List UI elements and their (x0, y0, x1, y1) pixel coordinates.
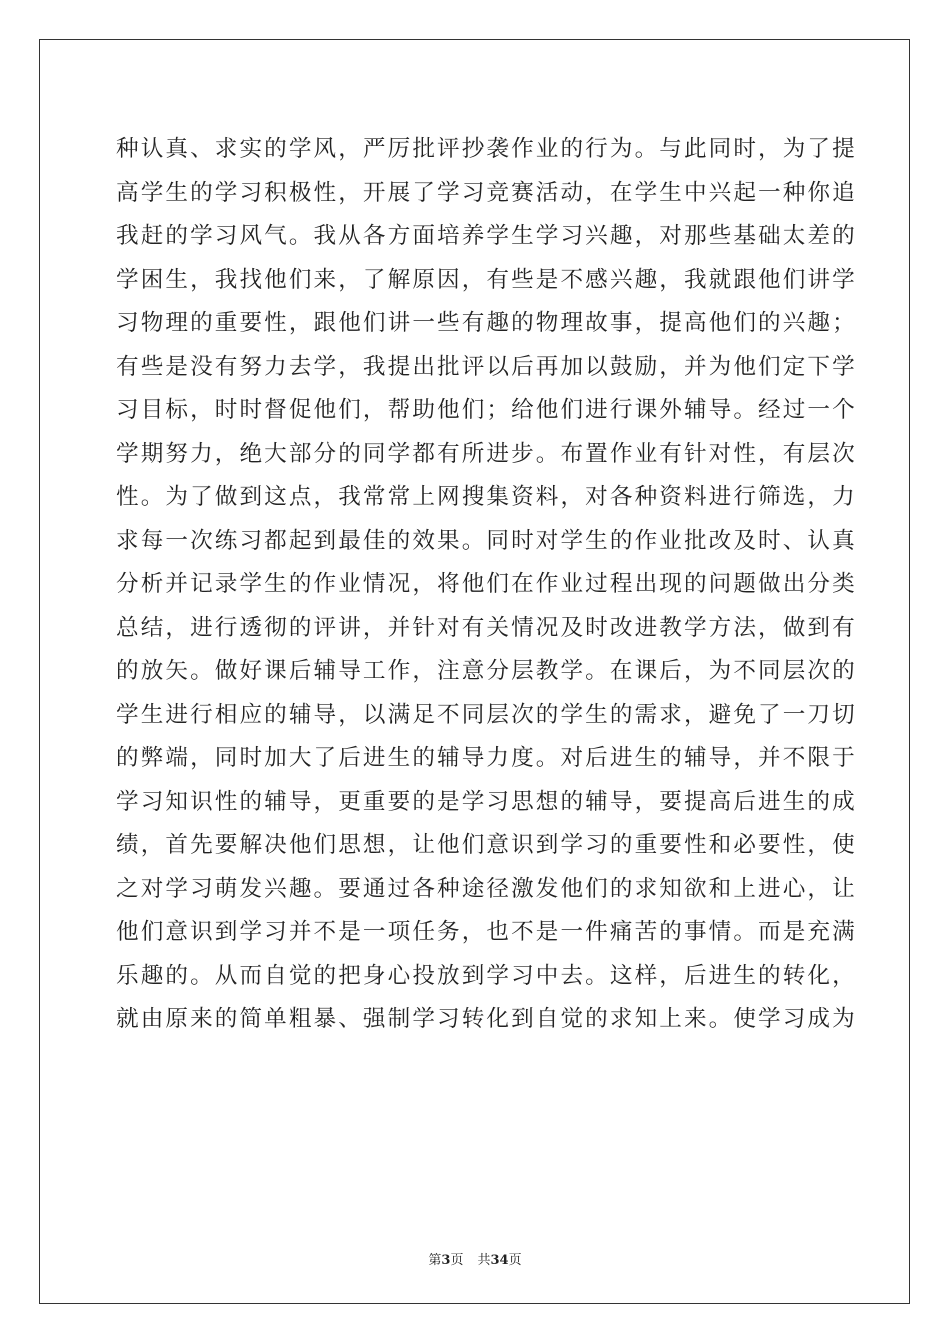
text-line: 习目标，时时督促他们，帮助他们；给他们进行课外辅导。经过一个 (116, 397, 857, 423)
document-body (116, 128, 857, 1042)
text-line: 的放矢。做好课后辅导工作，注意分层教学。在课后，为不同层次的 (116, 658, 857, 684)
text-line: 习物理的重要性，跟他们讲一些有趣的物理故事，提高他们的兴趣； (116, 310, 857, 336)
text-line: 我赶的学习风气。我从各方面培养学生学习兴趣，对那些基础太差的 (116, 223, 857, 249)
text-line: 的弊端，同时加大了后进生的辅导力度。对后进生的辅导，并不限于 (116, 745, 857, 771)
text-line: 学习知识性的辅导，更重要的是学习思想的辅导，要提高后进生的成 (116, 788, 857, 815)
text-line: 绩，首先要解决他们思想，让他们意识到学习的重要性和必要性，使 (116, 832, 857, 858)
text-line: 乐趣的。从而自觉的把身心投放到学习中去。这样，后进生的转化， (116, 962, 857, 989)
page-footer (0, 1249, 950, 1268)
page-number: 3 (441, 1253, 451, 1268)
text-line: 种认真、求实的学风，严厉批评抄袭作业的行为。与此同时，为了提 (116, 136, 857, 162)
text-line: 高学生的学习积极性，开展了学习竞赛活动，在学生中兴起一种你追 (116, 179, 857, 206)
text-line: 学生进行相应的辅导，以满足不同层次的学生的需求，避免了一刀切 (116, 701, 857, 728)
text-line: 学困生，我找他们来，了解原因，有些是不感兴趣，我就跟他们讲学 (116, 266, 857, 293)
text-line: 就由原来的简单粗暴、强制学习转化到自觉的求知上来。使学习成为 (116, 1006, 857, 1032)
text-line: 有些是没有努力去学，我提出批评以后再加以鼓励，并为他们定下学 (116, 353, 857, 380)
text-line: 之对学习萌发兴趣。要通过各种途径激发他们的求知欲和上进心，让 (116, 875, 857, 902)
text-line: 求每一次练习都起到最佳的效果。同时对学生的作业批改及时、认真 (116, 527, 857, 554)
text-line: 学期努力，绝大部分的同学都有所进步。布置作业有针对性，有层次 (116, 440, 857, 467)
text-line: 总结，进行透彻的评讲，并针对有关情况及时改进教学方法，做到有 (116, 614, 857, 641)
text-line: 分析并记录学生的作业情况，将他们在作业过程出现的问题做出分类 (116, 571, 857, 597)
text-line: 他们意识到学习并不是一项任务，也不是一件痛苦的事情。而是充满 (116, 919, 857, 945)
text-line: 性。为了做到这点，我常常上网搜集资料，对各种资料进行筛选，力 (116, 484, 857, 510)
page-indicator: 第3页 (428, 1253, 464, 1268)
total-pages: 34 (490, 1253, 509, 1268)
total-pages-indicator: 共34页 (477, 1253, 522, 1268)
